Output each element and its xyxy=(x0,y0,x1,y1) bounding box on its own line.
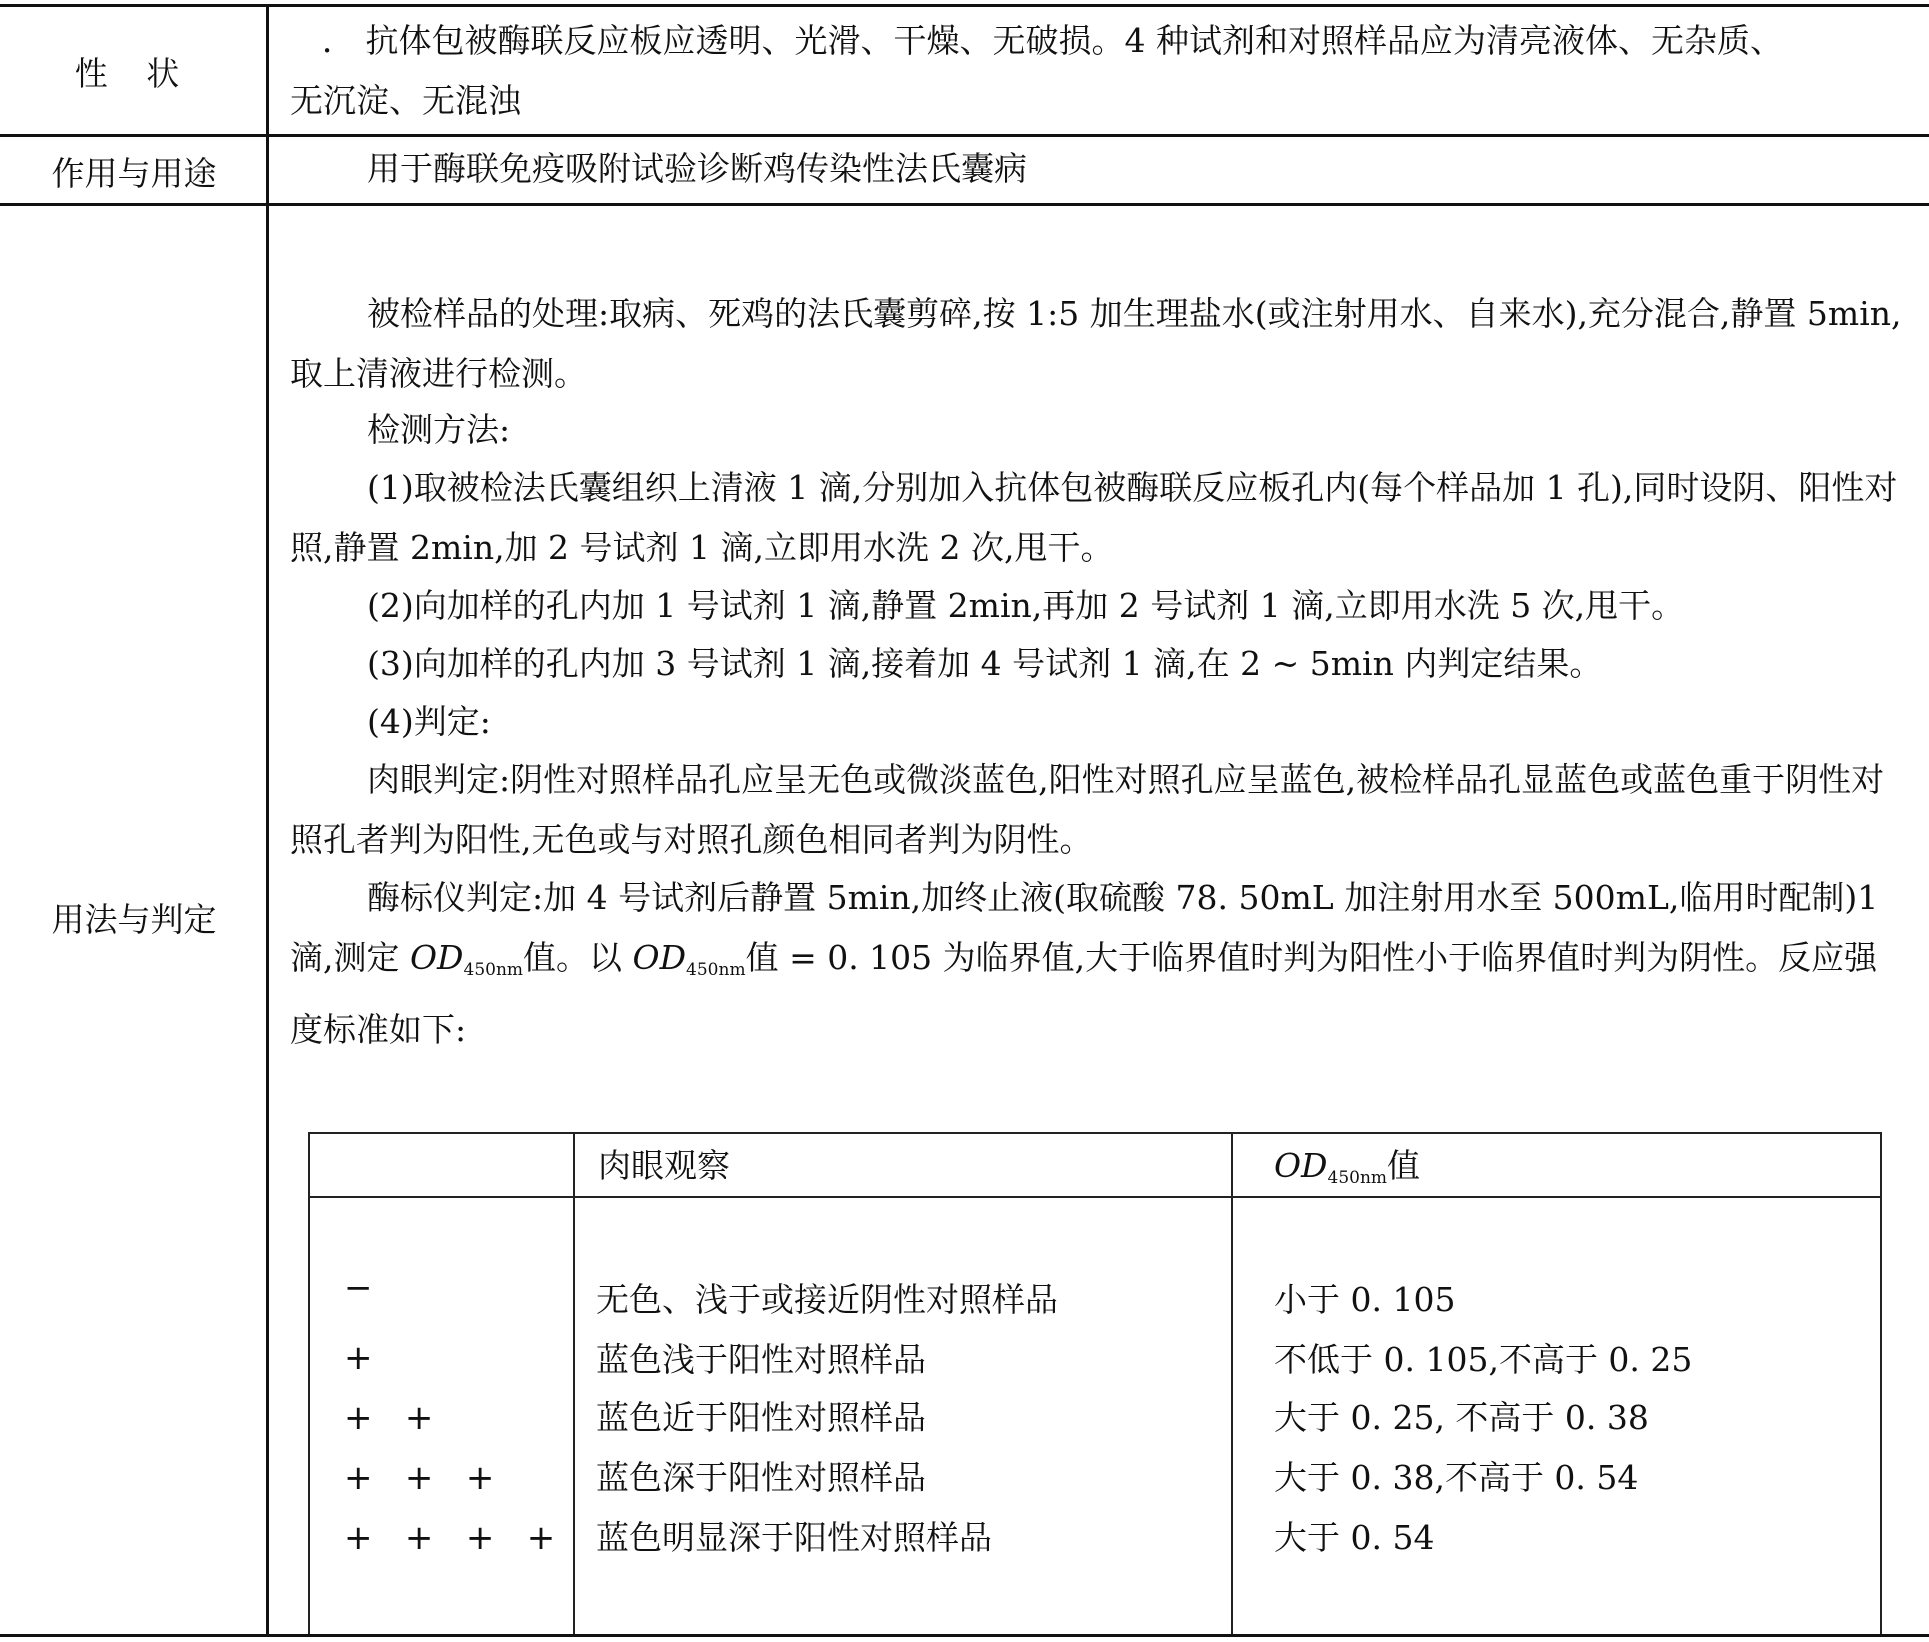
label-column-divider xyxy=(266,4,269,1636)
reader-text-part1: 酶标仪判定:加 4 号试剂后静置 5min,加终止液(取硫酸 78. 50mL 加注射用水至 500mL,临用时配制)1 滴,测定 xyxy=(290,878,1879,977)
usage-label: 用法与判定 xyxy=(51,900,217,939)
visual-cell: 蓝色明显深于阳性对照样品 xyxy=(596,1518,992,1557)
header-od xyxy=(1274,1146,1420,1198)
header-od-subscript: 450nm xyxy=(1327,1168,1388,1188)
visual-judgment-paragraph: 肉眼判定:阴性对照样品孔应呈无色或微淡蓝色,阳性对照孔应呈蓝色,被检样品孔显蓝色或蓝色重于阴性对照孔者判为阳性,无色或与对照孔颜色相同者判为阴性。 xyxy=(290,760,1885,859)
reader-text-part3: 值 = 0. 105 为临界值,大于临界值时判为阳性小于临界值时判为阴性。反应强度标准如下: xyxy=(290,938,1878,1049)
properties-label: 性 状 xyxy=(74,54,194,93)
table-bottom-border xyxy=(0,1634,1929,1637)
table-top-border xyxy=(0,4,1929,7)
sample-prep-paragraph: 被检样品的处理:取病、死鸡的法氏囊剪碎,按 1:5 加生理盐水(或注射用水、自来水),充分混合,静置 5min,取上清液进行检测。 xyxy=(290,294,1902,393)
intensity-table-top xyxy=(308,1132,1882,1134)
intensity-symbol: − xyxy=(344,1268,373,1308)
od-symbol-2: OD xyxy=(632,938,687,977)
od-cell: 大于 0. 54 xyxy=(1274,1518,1435,1557)
intensity-symbol: + + + + xyxy=(344,1518,556,1558)
method-title: 检测方法: xyxy=(367,410,511,449)
properties-line1: ． 抗体包被酶联反应板应透明、光滑、干燥、无破损。4 种试剂和对照样品应为清亮液体、无杂质、 xyxy=(322,21,1783,60)
step-4: (4)判定: xyxy=(367,702,491,741)
properties-line2: 无沉淀、无混浊 xyxy=(290,81,521,120)
intensity-table-header-divider xyxy=(308,1196,1882,1198)
intensity-symbol: + xyxy=(344,1338,373,1378)
step-1: (1)取被检法氏囊组织上清液 1 滴,分别加入抗体包被酶联反应板孔内(每个样品加 1 孔),同时设阴、阳性对照,静置 2min,加 2 号试剂 1 滴,立即用水洗 2 次,甩干。 xyxy=(290,468,1898,567)
od-symbol: OD xyxy=(409,938,464,977)
header-od-symbol: OD xyxy=(1274,1146,1328,1185)
purpose-label: 作用与用途 xyxy=(51,154,217,193)
purpose-text: 用于酶联免疫吸附试验诊断鸡传染性法氏囊病 xyxy=(367,149,1027,188)
od-subscript-2: 450nm xyxy=(686,960,746,980)
visual-cell: 蓝色近于阳性对照样品 xyxy=(596,1398,926,1437)
od-subscript: 450nm xyxy=(463,960,524,980)
reader-text-part2: 值。以 xyxy=(523,938,633,977)
intensity-table-right xyxy=(1880,1132,1882,1634)
intensity-table-col-divider-2 xyxy=(1231,1132,1233,1634)
intensity-table-col-divider-1 xyxy=(573,1132,575,1634)
header-od-suffix: 值 xyxy=(1387,1146,1421,1185)
od-cell: 小于 0. 105 xyxy=(1274,1280,1456,1319)
header-visual: 肉眼观察 xyxy=(598,1146,730,1185)
od-cell: 大于 0. 25, 不高于 0. 38 xyxy=(1274,1398,1649,1437)
od-cell: 大于 0. 38,不高于 0. 54 xyxy=(1274,1458,1639,1497)
step-2: (2)向加样的孔内加 1 号试剂 1 滴,静置 2min,再加 2 号试剂 1 滴,立即用水洗 5 次,甩干。 xyxy=(367,586,1685,625)
visual-cell: 蓝色浅于阳性对照样品 xyxy=(596,1340,926,1379)
visual-cell: 蓝色深于阳性对照样品 xyxy=(596,1458,926,1497)
visual-cell: 无色、浅于或接近阴性对照样品 xyxy=(596,1280,1058,1319)
reader-judgment-paragraph xyxy=(290,868,1910,1060)
row-divider-2 xyxy=(0,203,1929,206)
row-divider-1 xyxy=(0,134,1929,137)
od-cell: 不低于 0. 105,不高于 0. 25 xyxy=(1274,1340,1693,1379)
intensity-table-left xyxy=(308,1132,310,1634)
intensity-symbol: + + + xyxy=(344,1458,495,1498)
step-3: (3)向加样的孔内加 3 号试剂 1 滴,接着加 4 号试剂 1 滴,在 2 ~ 5min 内判定结果。 xyxy=(367,644,1603,683)
intensity-symbol: + + xyxy=(344,1398,434,1438)
